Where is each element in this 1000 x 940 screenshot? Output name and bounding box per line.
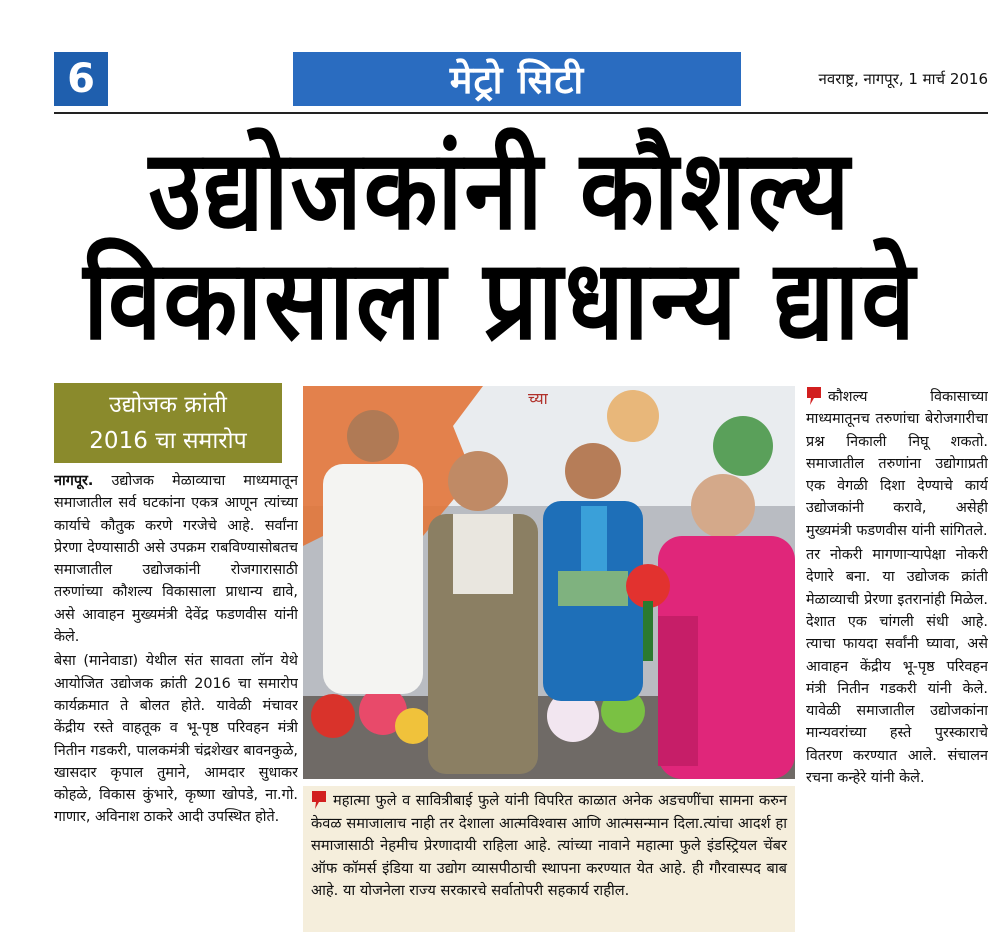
left-column-article xyxy=(54,470,298,935)
left-para-1-text: उद्योजक मेळाव्याचा माध्यमातून समाजातील सर्व घटकांना एकत्र आणून त्यांच्या कार्याचे कौतुक करणे गरजेचे आहे. सर्वांना प्रेरणा देण्यासाठी असे उपक्रम राबविण्यासोबतच समाजातील उद्योजकांनी रोजगारासाठी तरुणांच्या कौशल्य विकासाला प्राधान्य द्यावे, असे आवाहन मुख्यमंत्री देवेंद्र फडणवीस यांनी केले. xyxy=(54,473,298,646)
caption-text: महात्मा फुले व सावित्रीबाई फुले यांनी विपरित काळात अनेक अडचणींचा सामना करुन केवळ समाजालाच नाही तर देशाला आत्मविश्वास आणि आत्मसन्मान दिला.त्यांचा आदर्श हा समाजासाठी नेहमीच प्रेरणादायी राहिला आहे. त्यांच्या नावाने महात्मा फुले इंडस्ट्रियल चेंबर ऑफ कॉमर्स इंडिया या उद्योग व्यासपीठाची स्थापना करण्यात येत आहे. ही गौरवास्पद बाब आहे. या योजनेला राज्य सरकारचे सर्वातोपरी सहकार्य राहील. xyxy=(311,792,787,900)
section-title: मेट्रो सिटी xyxy=(293,52,741,106)
kicker-box xyxy=(54,383,282,463)
dateline: नवराष्ट्र, नागपूर, 1 मार्च 2016 xyxy=(818,70,988,88)
left-para-1 xyxy=(54,470,298,648)
right-para-1 xyxy=(806,386,988,542)
right-para-2: तर नोकरी मागणाऱ्यापेक्षा नोकरी देणारे बना. या उद्योजक क्रांती मेळाव्याची प्रेरणा इतरानांही मिळेल. देशात एक चांगली संधी आहे. त्याचा फायदा सर्वांनी घ्यावा, असे आवाहन केंद्रीय भू-पृष्ठ परिवहन मंत्री नितीन गडकरी यांनी केले. यावेळी समाजातील उद्योजकांना मान्यवरांच्या हस्ते पुरस्काराचे वितरण करण्यात आले. संचालन रचना कन्हेरे यांनी केले. xyxy=(806,547,988,787)
photo-banner-text: च्या xyxy=(528,389,548,408)
right-para-1-text: कौशल्य विकासाच्या माध्यमातूनच तरुणांचा बेरोजगारीचा प्रश्न निकाली निघू शकतो. समाजातील तरुणांना उद्योगाप्रती एक वेगळी दिशा देण्याचे कार्य उद्योजकांनी करावे, असेही मुख्यमंत्री फडणवीस यांनी सांगितले. xyxy=(806,389,988,539)
event-photo xyxy=(303,386,795,779)
headline-line-1: उद्योजकांनी कौशल्य xyxy=(148,125,852,255)
page-number: 6 xyxy=(54,52,108,106)
quote-mark-icon xyxy=(311,790,327,810)
quote-mark-icon xyxy=(806,386,822,406)
kicker-line-2: 2016 चा समारोप xyxy=(89,428,247,454)
story-dateline: नागपूर. xyxy=(54,473,94,489)
left-para-2: बेसा (मानेवाडा) येथील संत सावता लॉन येथे आयोजित उद्योजक क्रांती 2016 चा समारोप कार्यक्रमात ते बोलत होते. यावेळी मंचावर केंद्रीय रस्ते वाहतूक व भू-पृष्ठ परिवहन मंत्री नितीन गडकरी, पालकमंत्री चंद्रशेखर बावनकुळे, खासदार कृपाल तुमाने, आमदार सुधाकर कोहळे, विकास कुंभारे, कृष्णा खोपडे, ना.गो. गाणार, अविनाश ठाकरे आदी उपस्थित होते. xyxy=(54,653,298,826)
masthead-rule xyxy=(54,112,988,114)
kicker-line-1: उद्योजक क्रांती xyxy=(109,392,227,418)
headline-line-2: विकासाला प्राधान्य द्यावे xyxy=(83,235,917,365)
photo-caption xyxy=(303,786,795,932)
event-photo-illustration xyxy=(303,386,795,779)
right-column-article xyxy=(806,386,988,931)
